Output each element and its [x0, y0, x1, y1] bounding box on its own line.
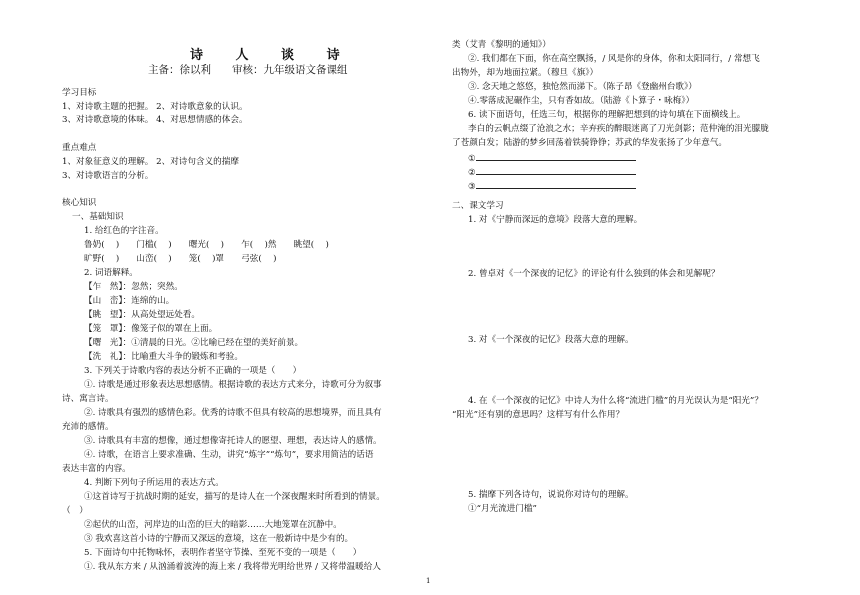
text-line: ②. 我们都在下面，你在高空飘扬，/ 风是你的身体，你和太阳同行，/ 常想飞 — [468, 54, 760, 64]
text-line: “阳光”还有别的意思吗？这样写有什么作用？ — [452, 410, 625, 420]
text-line: 5. 揣摩下列各诗句，说说你对诗句的理解。 — [468, 490, 634, 500]
text-line: ④.零落成泥碾作尘，只有香如故。（陆游《卜算子・咏梅》） — [468, 96, 695, 106]
text-line: 鲁奶( ) 门槛( ) 曙光( ) 乍( )然 眺望( ) — [84, 240, 329, 250]
text-line: ③. 念天地之悠悠，独怆然而涕下。（陈子昂《登幽州台歌》） — [468, 82, 697, 92]
text-line: 一、基础知识 — [72, 212, 124, 222]
text-line: 2. 曾卓对《一个深夜的记忆》的评论有什么独到的体会和见解呢？ — [468, 269, 720, 279]
text-line: 旷野( ) 山峦( ) 笼( )罩 弓弦( ) — [84, 254, 277, 264]
text-line: 1. 给红色的字注音。 — [84, 226, 164, 236]
text-line: 3、对诗歌意境的体味。 4、对思想情感的体会。 — [62, 115, 248, 125]
text-line: ③ 我欢喜这首小诗的宁静而又深远的意境，这在一般新诗中是少有的。 — [84, 534, 354, 544]
text-line: 1. 对《宁静而深远的意境》段落大意的理解。 — [468, 215, 643, 225]
text-line: 3. 对《一个深夜的记忆》段落大意的理解。 — [468, 335, 634, 345]
text-line: 1、对诗歌主题的把握。 2、对诗歌意象的认识。 — [62, 102, 248, 112]
text-line: 3、对诗歌语言的分析。 — [62, 171, 154, 181]
text-line: 出物外，却为地面拉紧。（穆旦《旗》） — [452, 68, 599, 78]
text-line: 4. 判断下列句子所运用的表达方式。 — [84, 478, 224, 488]
text-line: 【洗 礼】：比喻重大斗争的锻炼和考验。 — [84, 352, 243, 362]
text-line: 诗、寓言诗。 — [62, 394, 114, 404]
text-line: ③. 诗歌具有丰富的想像，通过想像寄托诗人的愿望、理想，表达诗人的感情。 — [84, 436, 382, 446]
text-line: 【眺 望】：从高处望远处看。 — [84, 310, 201, 320]
text-line: 【曙 光】：①清晨的日光。②比喻已经在望的美好前景。 — [84, 338, 304, 348]
text-line: ①“月光流进门槛” — [468, 504, 537, 514]
text-line: 充沛的感情。 — [62, 422, 114, 432]
text-line: ④. 诗歌，在语言上要求准确、生动，讲究“炼字”“炼句”，要求用简洁的话语 — [84, 450, 374, 460]
text-line: ①. 我从东方来 / 从汹涌着波涛的海上来 / 我将带光明给世界 / 又将带温暖给人 — [84, 562, 381, 572]
text-line: 重点难点 — [62, 143, 97, 153]
blank-label: ② — [468, 168, 476, 178]
text-line: 1、对象征意义的理解。 2、对诗句含义的揣摩 — [62, 157, 239, 167]
blank-line[interactable] — [476, 151, 636, 161]
text-line: 核心知识 — [62, 198, 97, 208]
editors-line: 主备：徐以利 审核：九年级语文备课组 — [148, 64, 348, 76]
answer-blank[interactable] — [468, 179, 636, 195]
text-line: 李白的云帆点缀了沧浪之水；辛弃疾的醉眼迷离了刀光剑影；范仲淹的泪光朦胧 — [468, 124, 769, 134]
blank-label: ③ — [468, 182, 476, 192]
text-line: 3. 下列关于诗歌内容的表达分析不正确的一项是（ ） — [84, 366, 302, 376]
text-line: 6. 读下面语句，任选三句，根据你的理解把想到的诗句填在下面横线上。 — [468, 110, 746, 120]
text-line: 【笼 罩】：像笼子似的罩在上面。 — [84, 324, 218, 334]
text-line: 【乍 然】：忽然；突然。 — [84, 282, 183, 292]
text-line: ①. 诗歌是通过形象表达思想感情。根据诗歌的表达方式来分，诗歌可分为叙事 — [84, 380, 382, 390]
text-line: （ ） — [62, 506, 88, 516]
text-line: 学习目标 — [62, 88, 97, 98]
text-line: ②. 诗歌具有强烈的感情色彩。优秀的诗歌不但具有较高的思想境界，而且具有 — [84, 408, 382, 418]
page-title: 诗 人 谈 诗 — [190, 48, 354, 63]
blank-line[interactable] — [476, 165, 636, 175]
text-line: 4. 在《一个深夜的记忆》中诗人为什么将“流进门槛”的月光误认为是“阳光”？ — [468, 396, 763, 406]
text-line: 了苍颜白发；陆游的梦乡回荡着铁骑铮铮；苏武的华发张扬了少年意气。 — [452, 138, 728, 148]
text-line: 类（艾青《黎明的通知》） — [452, 40, 551, 50]
text-line: 5. 下面诗句中托物咏怀，表明作者坚守节操、至死不变的一项是（ ） — [84, 548, 362, 558]
text-line: 表达丰富的内容。 — [62, 464, 131, 474]
text-line: ②起伏的山峦，河岸边的山峦的巨大的暗影……大地笼罩在沉静中。 — [84, 520, 342, 530]
blank-line[interactable] — [476, 179, 636, 189]
blank-label: ① — [468, 154, 476, 164]
text-line: 【山 峦】：连绵的山。 — [84, 296, 175, 306]
text-line: 二、课文学习 — [452, 201, 504, 211]
text-line: 2. 词语解释。 — [84, 268, 138, 278]
text-line: ①这首诗写于抗战时期的延安，描写的是诗人在一个深夜醒来时所看到的情景。 — [84, 492, 385, 502]
page-number: 1 — [426, 577, 431, 585]
